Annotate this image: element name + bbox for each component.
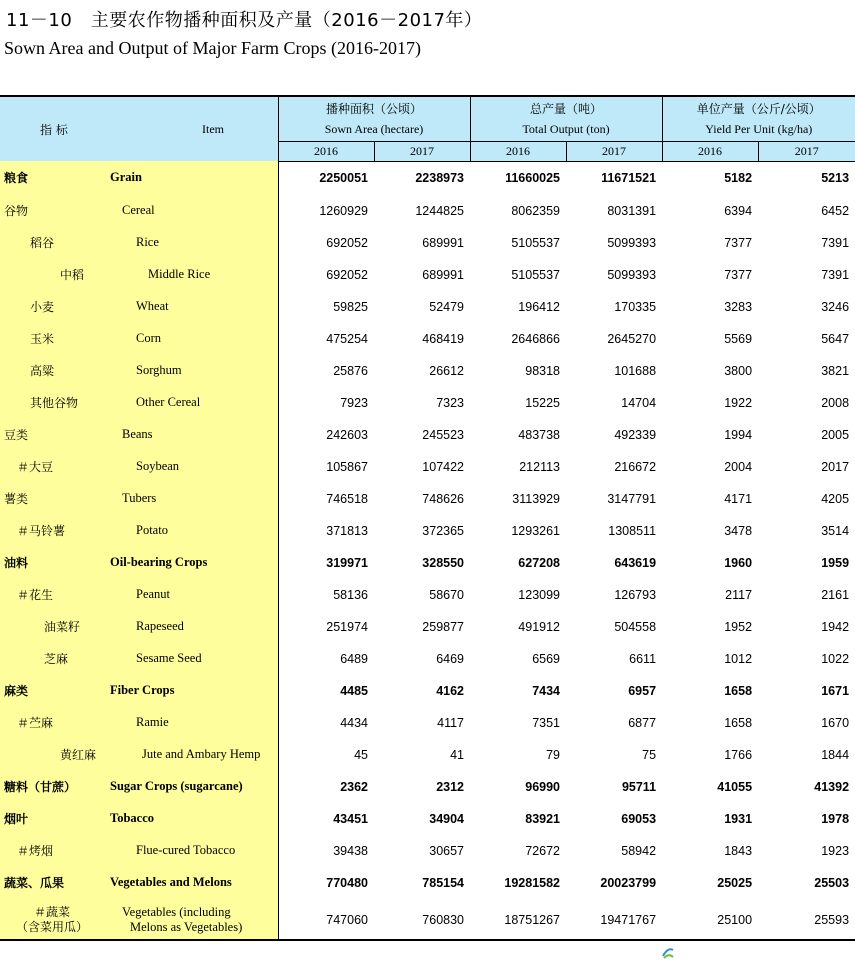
value-cell: 7377 (724, 235, 753, 250)
table-row (0, 323, 855, 355)
value-cell: 1293261 (511, 523, 561, 538)
value-cell: 25100 (717, 912, 753, 927)
value-cell: 216672 (614, 459, 657, 474)
header-output-zh: 总产量（吨） (470, 97, 662, 119)
value-cell: 7391 (821, 235, 850, 250)
value-cell: 483738 (518, 427, 561, 442)
value-cell: 11660025 (505, 171, 561, 185)
row-label-chinese: 麻类 (0, 675, 100, 707)
header-year: 2017 (374, 141, 470, 161)
table-row (0, 803, 855, 835)
value-cell: 1960 (724, 555, 753, 570)
value-cell: 41055 (717, 779, 753, 794)
value-cell: 98318 (525, 363, 561, 378)
value-cell: 43451 (333, 811, 368, 826)
value-cell: 6611 (629, 651, 657, 666)
value-cell: 6877 (628, 715, 657, 730)
row-label-english: Soybean (100, 451, 278, 483)
table-row (0, 867, 855, 899)
value-cell: 45 (354, 747, 368, 762)
table-row (0, 675, 855, 707)
value-cell: 1923 (821, 843, 850, 858)
value-cell: 170335 (614, 299, 657, 314)
row-label-english: Potato (100, 515, 278, 547)
table-row (0, 483, 855, 515)
value-cell: 5105537 (511, 267, 561, 282)
value-cell: 59825 (333, 299, 368, 314)
value-cell: 319971 (326, 555, 368, 570)
value-cell: 785154 (422, 875, 465, 890)
row-label-chinese: 糖料（甘蔗） (0, 771, 100, 803)
row-label-chinese: ＃马铃薯 (0, 515, 100, 547)
table-body (0, 161, 855, 941)
value-cell: 2645270 (607, 331, 657, 346)
value-cell: 747060 (326, 912, 368, 927)
header-yield-zh: 单位产量（公斤/公顷） (662, 97, 855, 119)
row-label-chinese: ＃苎麻 (0, 707, 100, 739)
table-row (0, 739, 855, 771)
value-cell: 6569 (532, 651, 561, 666)
value-cell: 7391 (821, 267, 850, 282)
value-cell: 26612 (429, 363, 465, 378)
row-label-english: Peanut (100, 579, 278, 611)
row-label-chinese: 粮食 (0, 161, 100, 195)
value-cell: 8031391 (607, 203, 657, 218)
value-cell: 1766 (724, 747, 753, 762)
row-label-chinese: 油菜籽 (0, 611, 100, 643)
value-cell: 4434 (340, 715, 368, 730)
value-cell: 692052 (326, 267, 368, 282)
value-cell: 6957 (628, 683, 657, 698)
value-cell: 5182 (724, 171, 753, 185)
header-yield-en: Yield Per Unit (kg/ha) (662, 119, 855, 141)
value-cell: 72672 (525, 843, 561, 858)
value-cell: 196412 (518, 299, 561, 314)
table-row (0, 899, 855, 941)
value-cell: 3800 (724, 363, 753, 378)
row-label-chinese: ＃大豆 (0, 451, 100, 483)
header-year: 2016 (470, 141, 566, 161)
value-cell: 251974 (326, 619, 368, 634)
row-label-chinese: 高粱 (0, 355, 100, 387)
value-cell: 11671521 (601, 171, 657, 185)
table-row (0, 611, 855, 643)
header-output-en: Total Output (ton) (470, 119, 662, 141)
row-label-english: Flue-cured Tobacco (100, 835, 278, 867)
value-cell: 8062359 (511, 203, 561, 218)
row-label-chinese (0, 899, 100, 941)
header-year: 2017 (758, 141, 855, 161)
value-cell: 1942 (821, 619, 850, 634)
row-label-chinese: 小麦 (0, 291, 100, 323)
table-row (0, 419, 855, 451)
header-sown-area-en: Sown Area (hectare) (278, 119, 470, 141)
row-label-chinese: 烟叶 (0, 803, 100, 835)
header-item: Item (202, 121, 224, 136)
row-label-english: Middle Rice (100, 259, 278, 291)
value-cell: 5105537 (511, 235, 561, 250)
value-cell: 760830 (422, 912, 465, 927)
value-cell: 2362 (340, 779, 368, 794)
value-cell: 627208 (518, 555, 561, 570)
value-cell: 7323 (436, 395, 465, 410)
value-cell: 126793 (614, 587, 657, 602)
value-cell: 1022 (821, 651, 850, 666)
row-label-english: Rapeseed (100, 611, 278, 643)
value-cell: 242603 (326, 427, 368, 442)
value-cell: 770480 (326, 875, 368, 890)
value-cell: 1012 (724, 651, 753, 666)
value-cell: 79 (546, 747, 561, 762)
table-row (0, 451, 855, 483)
table-row (0, 355, 855, 387)
value-cell: 492339 (614, 427, 657, 442)
value-cell: 101688 (614, 363, 657, 378)
value-cell: 212113 (519, 459, 561, 474)
table-row (0, 547, 855, 579)
value-cell: 1952 (724, 619, 753, 634)
row-label-english: Tubers (100, 483, 278, 515)
value-cell: 371813 (326, 523, 368, 538)
value-cell: 1931 (724, 811, 753, 826)
value-cell: 372365 (422, 523, 465, 538)
row-label-english: Fiber Crops (100, 675, 278, 707)
value-cell: 2117 (725, 587, 753, 602)
value-cell: 7351 (532, 715, 561, 730)
table-row (0, 707, 855, 739)
row-label-english: Sesame Seed (100, 643, 278, 675)
value-cell: 475254 (326, 331, 368, 346)
value-cell: 5099393 (607, 267, 657, 282)
value-cell: 491912 (518, 619, 561, 634)
row-label-english: Ramie (100, 707, 278, 739)
table-row (0, 161, 855, 195)
value-cell: 41 (450, 747, 465, 762)
table-title-chinese: 11－10 主要农作物播种面积及产量（2016－2017年） (6, 10, 483, 31)
row-label-chinese: 稻谷 (0, 227, 100, 259)
value-cell: 69053 (621, 811, 657, 826)
value-cell: 95711 (621, 779, 657, 794)
row-label-english-line: Vegetables (including (122, 904, 231, 919)
value-cell: 25876 (333, 363, 368, 378)
value-cell: 2005 (821, 427, 850, 442)
row-label-chinese: 油料 (0, 547, 100, 579)
row-label-english: Grain (100, 161, 278, 195)
value-cell: 2161 (821, 587, 850, 602)
value-cell: 748626 (422, 491, 465, 506)
value-cell: 6452 (821, 203, 850, 218)
row-label-chinese: 薯类 (0, 483, 100, 515)
value-cell: 2312 (436, 779, 465, 794)
row-label-chinese: 中稻 (0, 259, 100, 291)
value-cell: 15225 (525, 395, 561, 410)
value-cell: 2017 (821, 459, 850, 474)
row-label-english: Sorghum (100, 355, 278, 387)
value-cell: 20023799 (600, 875, 657, 890)
value-cell: 643619 (614, 555, 657, 570)
value-cell: 58136 (333, 587, 368, 602)
row-label-english (100, 899, 278, 941)
row-label-english: Cereal (100, 195, 278, 227)
value-cell: 25593 (814, 912, 850, 927)
value-cell: 107422 (422, 459, 465, 474)
row-label-chinese: 玉米 (0, 323, 100, 355)
row-label-english: Rice (100, 227, 278, 259)
value-cell: 5213 (821, 171, 850, 185)
value-cell: 6489 (340, 651, 368, 666)
value-cell: 2008 (821, 395, 850, 410)
row-label-english: Corn (100, 323, 278, 355)
row-label-chinese: 芝麻 (0, 643, 100, 675)
value-cell: 58670 (429, 587, 465, 602)
table-row (0, 259, 855, 291)
value-cell: 25025 (717, 875, 753, 890)
row-label-english: Jute and Ambary Hemp (100, 739, 278, 771)
value-cell: 19281582 (504, 875, 561, 890)
value-cell: 5647 (821, 331, 850, 346)
value-cell: 504558 (614, 619, 657, 634)
header-year: 2017 (566, 141, 662, 161)
row-label-chinese: ＃花生 (0, 579, 100, 611)
value-cell: 96990 (525, 779, 561, 794)
value-cell: 7434 (532, 683, 561, 698)
value-cell: 1658 (724, 683, 753, 698)
value-cell: 1658 (724, 715, 753, 730)
value-cell: 3821 (821, 363, 850, 378)
table-title-english: Sown Area and Output of Major Farm Crops (2016-2017) (4, 38, 421, 58)
bottom-rule (0, 939, 855, 941)
value-cell: 7377 (724, 267, 753, 282)
table-row (0, 227, 855, 259)
publisher-logo-icon (660, 945, 676, 961)
value-cell: 4485 (340, 683, 368, 698)
value-cell: 1671 (821, 683, 850, 698)
value-cell: 689991 (422, 267, 465, 282)
value-cell: 52479 (429, 299, 465, 314)
value-cell: 468419 (422, 331, 465, 346)
value-cell: 5569 (724, 331, 753, 346)
value-cell: 5099393 (607, 235, 657, 250)
value-cell: 75 (642, 747, 657, 762)
value-cell: 3478 (724, 523, 753, 538)
value-cell: 1994 (724, 427, 753, 442)
row-label-english: Vegetables and Melons (100, 867, 278, 899)
value-cell: 6469 (436, 651, 465, 666)
table-row (0, 835, 855, 867)
value-cell: 1959 (821, 555, 850, 570)
crop-data-table (0, 97, 855, 941)
row-label-english: Tobacco (100, 803, 278, 835)
value-cell: 689991 (422, 235, 465, 250)
value-cell: 7923 (340, 395, 368, 410)
value-cell: 4162 (436, 683, 465, 698)
value-cell: 245523 (422, 427, 465, 442)
value-cell: 30657 (429, 843, 465, 858)
value-cell: 58942 (621, 843, 657, 858)
value-cell: 1244825 (415, 203, 465, 218)
value-cell: 3147791 (607, 491, 657, 506)
value-cell: 1922 (724, 395, 753, 410)
row-label-chinese-line: （含菜用瓜） (15, 919, 88, 934)
value-cell: 692052 (326, 235, 368, 250)
value-cell: 4205 (821, 491, 850, 506)
value-cell: 1670 (821, 715, 850, 730)
header-indicator: 指 标 (40, 122, 68, 137)
header-sown-area-zh: 播种面积（公顷） (278, 97, 470, 119)
table-row (0, 195, 855, 227)
value-cell: 14704 (621, 395, 657, 410)
row-label-english: Beans (100, 419, 278, 451)
value-cell: 3514 (821, 523, 850, 538)
row-label-chinese: 谷物 (0, 195, 100, 227)
row-label-english: Other Cereal (100, 387, 278, 419)
row-label-chinese-line: ＃蔬菜 (33, 904, 70, 919)
value-cell: 3246 (821, 299, 850, 314)
table-row (0, 387, 855, 419)
value-cell: 41392 (814, 779, 850, 794)
table-row (0, 515, 855, 547)
value-cell: 1844 (821, 747, 850, 762)
value-cell: 3113929 (512, 491, 561, 506)
value-cell: 2238973 (415, 171, 465, 185)
value-cell: 18751267 (504, 912, 561, 927)
row-label-chinese: 黄红麻 (0, 739, 100, 771)
table-row (0, 291, 855, 323)
value-cell: 2004 (724, 459, 753, 474)
row-label-english-line: Melons as Vegetables) (130, 919, 243, 934)
row-label-english: Sugar Crops (sugarcane) (100, 771, 278, 803)
value-cell: 1978 (821, 811, 850, 826)
value-cell: 34904 (429, 811, 465, 826)
header-year: 2016 (278, 141, 374, 161)
row-label-english: Wheat (100, 291, 278, 323)
value-cell: 3283 (724, 299, 753, 314)
value-cell: 39438 (333, 843, 368, 858)
value-cell: 123099 (518, 587, 561, 602)
value-cell: 4117 (437, 715, 465, 730)
value-cell: 4171 (724, 491, 753, 506)
value-cell: 259877 (422, 619, 465, 634)
row-label-chinese: 蔬菜、瓜果 (0, 867, 100, 899)
table-row (0, 643, 855, 675)
value-cell: 19471767 (600, 912, 657, 927)
value-cell: 83921 (525, 811, 561, 826)
table-row (0, 771, 855, 803)
value-cell: 1260929 (319, 203, 368, 218)
value-cell: 2646866 (511, 331, 561, 346)
value-cell: 746518 (326, 491, 368, 506)
row-label-english: Oil-bearing Crops (100, 547, 278, 579)
row-label-chinese: ＃烤烟 (0, 835, 100, 867)
value-cell: 2250051 (319, 171, 368, 185)
header-year: 2016 (662, 141, 758, 161)
value-cell: 1308511 (608, 523, 657, 538)
value-cell: 328550 (422, 555, 465, 570)
value-cell: 105867 (326, 459, 368, 474)
value-cell: 6394 (724, 203, 753, 218)
value-cell: 1843 (724, 843, 753, 858)
row-label-chinese: 豆类 (0, 419, 100, 451)
value-cell: 25503 (814, 875, 850, 890)
row-label-chinese: 其他谷物 (0, 387, 100, 419)
table-row (0, 579, 855, 611)
